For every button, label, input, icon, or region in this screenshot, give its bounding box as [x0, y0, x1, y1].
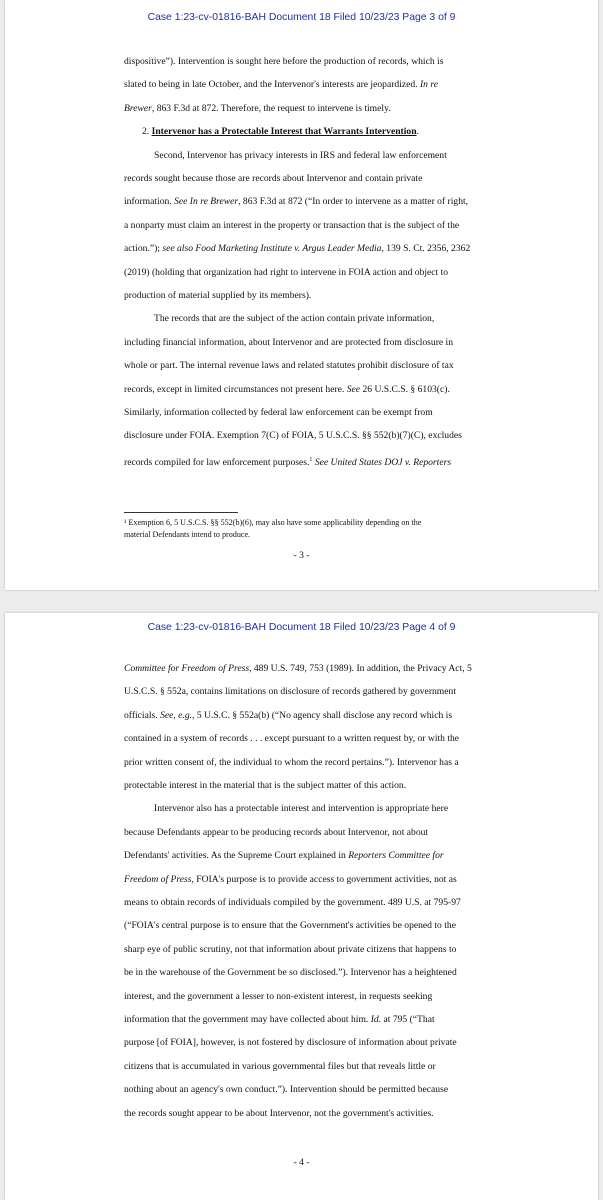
text-span: information.: [124, 196, 175, 208]
text-line: [154, 803, 448, 815]
italic-citation: See, e.g.: [160, 709, 193, 721]
text-span: be in the warehouse of the Government be so disclosed.”). Intervenor has a heightened: [124, 967, 457, 979]
text-line: [124, 757, 459, 769]
text-span: , 863 F.3d at 872 (“In order to intervene as a matter of right,: [238, 196, 469, 208]
text-span: means to obtain records of individuals compiled by the government. 489 U.S. at 795-97: [124, 897, 461, 908]
text-span: officials.: [124, 709, 161, 721]
text-line: [124, 1084, 448, 1096]
text-span: citizens that is accumulated in various governmental files but that reveals little or: [124, 1060, 436, 1072]
section-heading: Intervenor has a Protectable Interest that Warrants Intervention: [151, 126, 417, 138]
text-span: protectable interest in the material that is the subject matter of this action.: [124, 780, 407, 791]
text-line: [124, 897, 461, 909]
text-line: [124, 1037, 457, 1049]
text-line: [142, 126, 419, 138]
case-header: Case 1:23-cv-01816-BAH Document 18 Filed 10/23/23 Page 4 of 9: [147, 622, 456, 633]
text-line: [154, 150, 447, 162]
text-line: [124, 290, 311, 302]
text-line: [124, 384, 450, 396]
text-span: sharp eye of public scrutiny, not that information about private citizens that happens to: [124, 943, 457, 955]
text-span: including financial information, about Intervenor and are protected from disclosure in: [124, 336, 454, 348]
text-line: [124, 944, 456, 956]
text-line: [124, 267, 448, 279]
text-line: [124, 920, 456, 932]
text-span: at 795 (“That: [381, 1014, 435, 1025]
text-span: Second, Intervenor has privacy interests in IRS and federal law enforcement: [154, 149, 447, 161]
text-span: 26 U.S.C.S. § 6103(c).: [360, 383, 450, 395]
text-line: [124, 103, 391, 115]
text-line: [124, 780, 406, 792]
document-page-4: [5, 613, 598, 1200]
text-span: action.”);: [124, 243, 163, 255]
text-line: [124, 454, 451, 469]
text-span: , 5 U.S.C. § 552a(b) (“No agency shall disclose any record which is: [192, 709, 453, 721]
text-line: [124, 874, 457, 886]
text-line: [124, 243, 470, 255]
text-line: [124, 686, 456, 698]
text-line: [124, 360, 454, 372]
text-span: Intervenor also has a protectable interest and intervention is appropriate here: [154, 803, 449, 815]
text-span: disclosure under FOIA. Exemption 7(C) of FOIA, 5 U.S.C.S. §§ 552(b)(7)(C), excludes: [124, 430, 462, 442]
italic-citation: Reporters Committee for: [348, 850, 444, 862]
text-span: dispositive”). Intervention is sought here before the production of records, which is: [124, 56, 444, 67]
text-span: production of material supplied by its members).: [124, 290, 312, 301]
italic-citation: Id.: [370, 1014, 382, 1025]
text-line: [124, 173, 422, 185]
document-page-3: [5, 0, 598, 590]
text-span: interest, and the government a lesser to non-existent interest, in requests seeking: [124, 990, 433, 1002]
page-number: - 4 -: [293, 1157, 310, 1168]
text-line: [124, 991, 432, 1003]
text-line: [124, 850, 444, 862]
text-line: [124, 733, 459, 745]
footnote-divider: [124, 512, 238, 513]
footnote-line: ¹ Exemption 6, 5 U.S.C.S. §§ 552(b)(6), may also have some applicability depending on the: [124, 518, 422, 527]
text-span: 2.: [142, 126, 152, 138]
text-span: purpose [of FOIA], however, is not fostered by disclosure of information about private: [124, 1037, 457, 1049]
case-header: Case 1:23-cv-01816-BAH Document 18 Filed 10/23/23 Page 3 of 9: [147, 12, 456, 23]
page-number: - 3 -: [293, 550, 310, 561]
text-line: [124, 407, 433, 419]
text-span: Similarly, information collected by federal law enforcement can be exempt from: [124, 407, 433, 418]
text-line: [124, 1014, 435, 1026]
text-span: U.S.C.S. § 552a, contains limitations on disclosure of records gathered by government: [124, 686, 456, 698]
text-span: prior written consent of, the individual to whom the record pertains.”). Intervenor has a: [124, 756, 459, 768]
text-span: records, except in limited circumstances not present here.: [124, 383, 347, 395]
text-span: records compiled for law enforcement purposes.: [124, 456, 310, 468]
text-span: , 863 F.3d at 872. Therefore, the request to intervene is timely.: [151, 102, 391, 114]
italic-citation: See In re Brewer: [174, 196, 239, 208]
italic-citation: See: [346, 383, 361, 395]
italic-citation: See United States DOJ v. Reporters: [314, 456, 452, 468]
text-span: (2019) (holding that organization had right to intervene in FOIA action and object to: [124, 266, 449, 278]
text-line: [124, 337, 453, 349]
text-span: slated to being in late October, and the Intervenor's interests are jeopardized.: [124, 79, 420, 91]
text-line: [124, 1061, 436, 1073]
text-span: nothing about an agency's own conduct.”). Intervention should be permitted because: [124, 1084, 449, 1096]
text-line: [124, 1108, 434, 1120]
italic-citation: Committee for Freedom of Press: [124, 663, 250, 674]
italic-citation: Freedom of Press: [124, 873, 192, 885]
text-span: because Defendants appear to be producing records about Intervenor, not about: [124, 826, 429, 838]
text-span: The records that are the subject of the action contain private information,: [154, 313, 435, 325]
text-line: [124, 827, 428, 839]
footnote-line: material Defendants intend to produce.: [124, 530, 251, 539]
text-span: , 489 U.S. 749, 753 (1989). In addition, the Privacy Act, 5: [249, 663, 472, 674]
text-span: contained in a system of records . . . except pursuant to a written request by, or with the: [124, 733, 460, 745]
text-line: [124, 196, 468, 208]
text-line: [124, 79, 438, 91]
text-span: records sought because those are records about Intervenor and contain private: [124, 173, 423, 184]
text-span: , 139 S. Ct. 2356, 2362: [381, 243, 471, 255]
italic-citation: Brewer: [124, 102, 152, 114]
text-span: a nonparty must claim an interest in the property or transaction that is the subject of the: [124, 219, 460, 231]
text-span: whole or part. The internal revenue laws and related statutes prohibit disclosure of tax: [124, 360, 454, 372]
text-line: [154, 313, 434, 325]
italic-citation: In re: [419, 79, 439, 91]
text-line: [124, 710, 452, 722]
italic-citation: see also Food Marketing Institute v. Argus Leader Media: [162, 243, 382, 255]
text-span: Defendants' activities. As the Supreme Court explained in: [124, 850, 349, 862]
text-line: [124, 430, 462, 442]
text-span: the records sought appear to be about Intervenor, not the government's activities.: [124, 1107, 434, 1119]
text-span: .: [416, 126, 419, 138]
text-line: [124, 663, 472, 675]
footnote-marker: 1: [309, 456, 313, 463]
text-line: [124, 56, 443, 68]
text-line: [124, 967, 457, 979]
text-span: information that the government may have collected about him.: [124, 1014, 371, 1025]
text-span: (“FOIA's central purpose is to ensure that the Government's activities be opened to the: [124, 920, 456, 932]
text-line: [124, 220, 459, 232]
text-span: , FOIA's purpose is to provide access to government activities, not as: [191, 873, 457, 885]
